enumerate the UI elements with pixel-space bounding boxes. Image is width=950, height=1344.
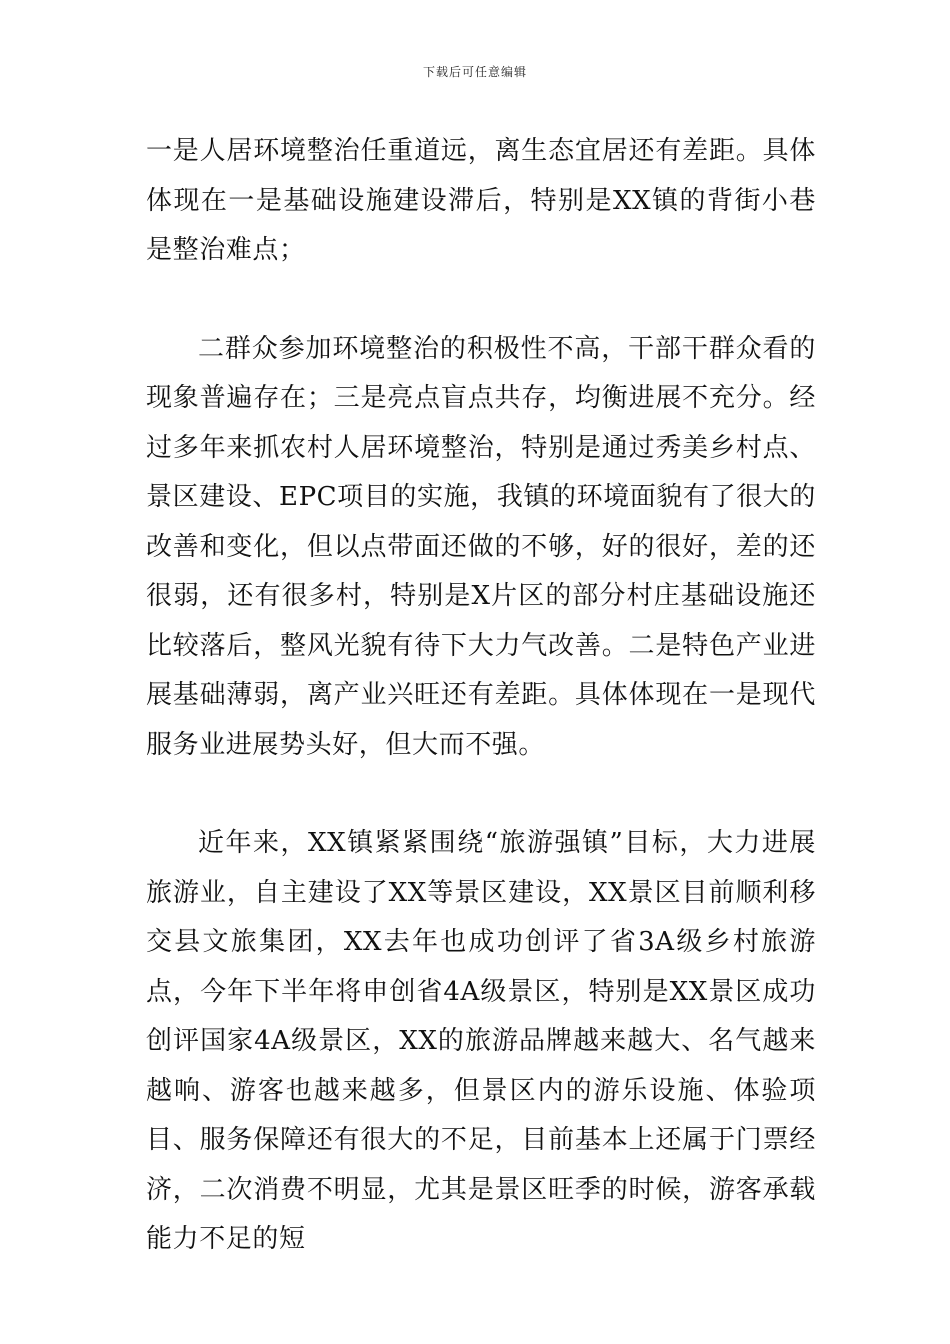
paragraph-public-participation: 二群众参加环境整治的积极性不高，干部干群众看的现象普遍存在；三是亮点盲点共存，均衡进展不充分。经过多年来抓农村人居环境整治，特别是通过秀美乡村点、景区建设、EPC项目的实施，我镇的环境面貌有了很大的改善和变化，但以点带面还做的不够，好的很好，差的还很弱，还有很多村，特别是X片区的部分村庄基础设施还比较落后，整风光貌有待下大力气改善。二是特色产业进展基础薄弱，离产业兴旺还有差距。具体体现在一是现代服务业进展势头好，但大而不强。	[146, 333, 816, 760]
page-header-note: 下载后可任意编辑	[422, 65, 527, 79]
paragraph-tourism-development: 近年来，XX镇紧紧围绕“旅游强镇”目标，大力进展旅游业，自主建设了XX等景区建设，XX景区目前顺利移交县文旅集团，XX去年也成功创评了省3A级乡村旅游点，今年下半年将申创省4A级景区，特别是XX景区成功创评国家4A级景区，XX的旅游品牌越来越大、名气越来越响、游客也越来越多，但景区内的游乐设施、体验项目、服务保障还有很大的不足，目前基本上还属于门票经济，二次消费不明显，尤其是景区旺季的时候，游客承载能力不足的短	[146, 828, 816, 1254]
paragraph-living-environment: 一是人居环境整治任重道远，离生态宜居还有差距。具体体现在一是基础设施建设滞后，特别是XX镇的背街小巷是整治难点；	[146, 136, 816, 265]
document-body	[146, 127, 816, 1265]
